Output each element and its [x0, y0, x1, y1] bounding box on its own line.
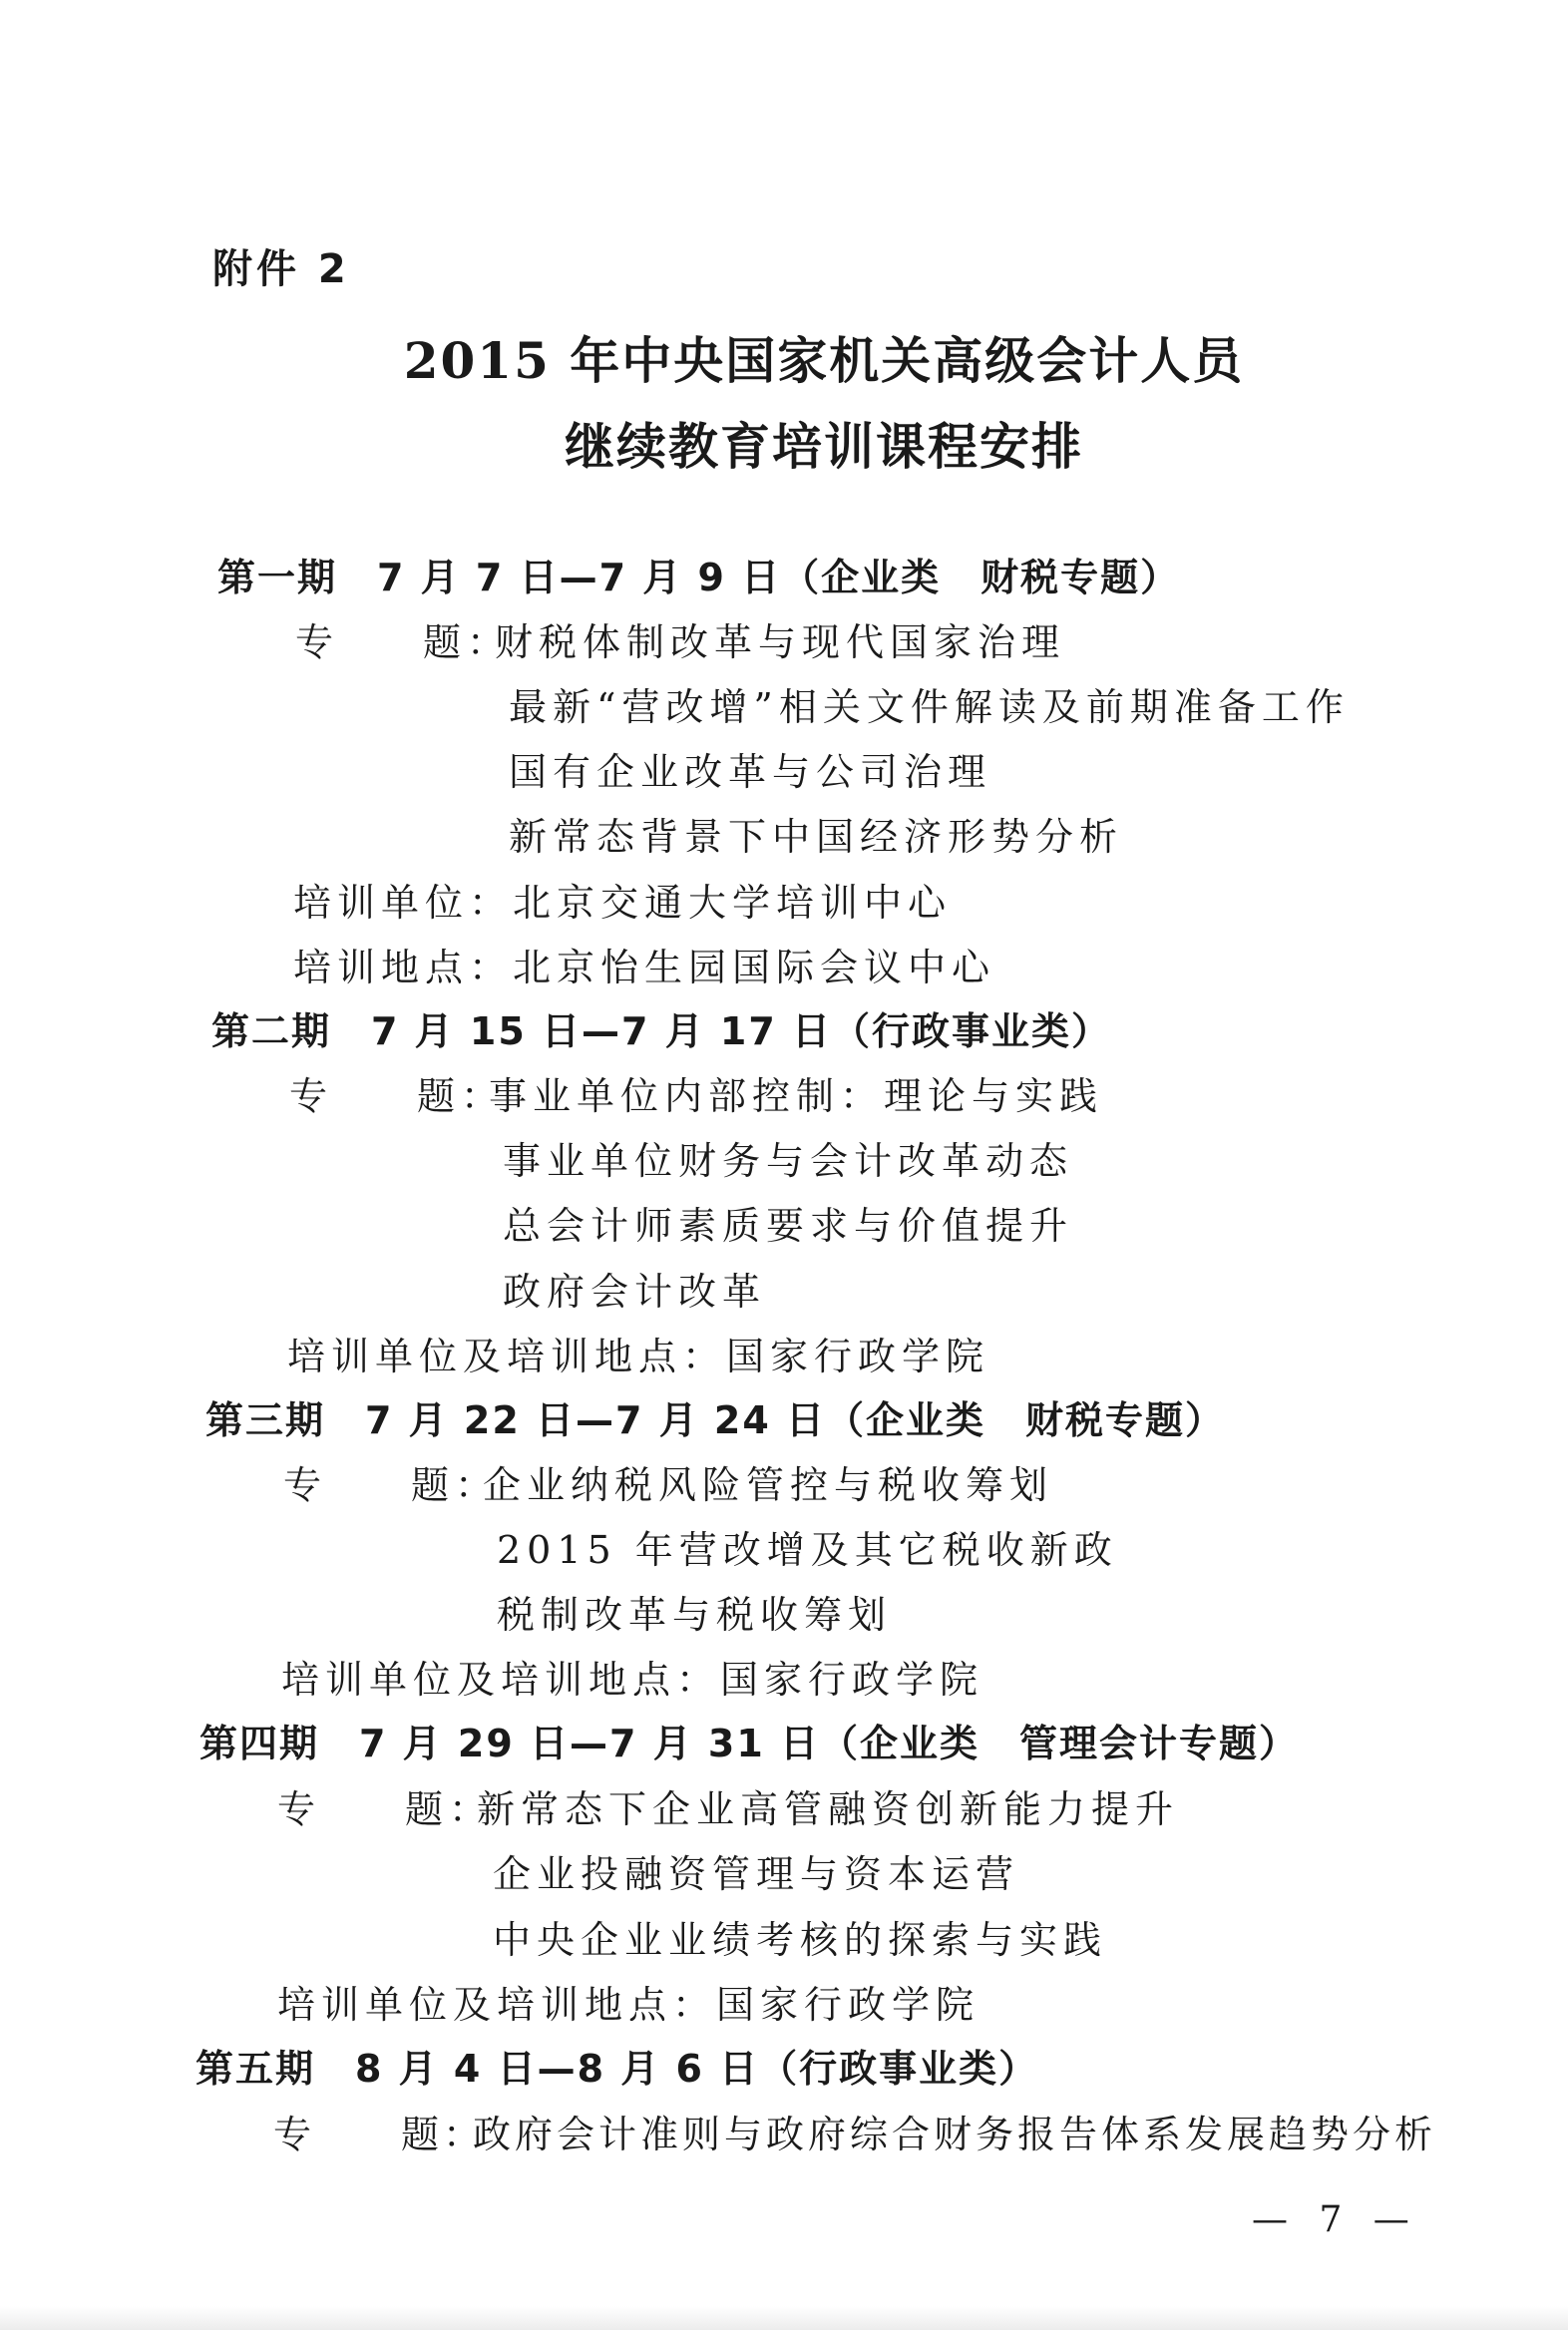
period-2-topic-3: 总会计师素质要求与价值提升 [503, 1204, 1074, 1248]
period-1-location [293, 937, 995, 991]
period-3-topic-1 [283, 1454, 1053, 1509]
period-name: 第二期 [211, 1009, 332, 1053]
topic-text: 事业单位内部控制：理论与实践 [489, 1074, 1104, 1118]
period-1-unit [293, 872, 952, 927]
topic-text: 新常态下企业高管融资创新能力提升 [477, 1787, 1180, 1831]
label-zhuan: 专 [283, 1463, 328, 1507]
label-unit-location: 培训单位及培训地点： [281, 1658, 721, 1702]
period-dates: 7 月 15 日—7 月 17 日（行政事业类） [371, 1009, 1112, 1053]
period-4-topic-2: 企业投融资管理与资本运营 [493, 1852, 1020, 1896]
period-dates: 7 月 22 日—7 月 24 日（企业类 财税专题） [365, 1398, 1226, 1442]
period-1-topic-4: 新常态背景下中国经济形势分析 [509, 815, 1124, 859]
period-4-unit-location [277, 1974, 980, 2029]
label-zhuan: 专 [295, 620, 340, 664]
unit-location-text: 国家行政学院 [716, 1983, 980, 2027]
label-zhuan: 专 [289, 1074, 334, 1118]
label-ti: 题： [401, 2113, 486, 2156]
topic-text: 财税体制改革与现代国家治理 [495, 620, 1066, 664]
period-dates: 7 月 7 日—7 月 9 日（企业类 财税专题） [377, 556, 1181, 599]
unit-location-text: 国家行政学院 [726, 1335, 990, 1378]
period-1-topic-3: 国有企业改革与公司治理 [509, 750, 992, 794]
label-zhuan: 专 [273, 2113, 316, 2156]
period-dates: 7 月 29 日—7 月 31 日（企业类 管理会计专题） [359, 1722, 1300, 1765]
label-ti: 题： [405, 1787, 494, 1831]
period-2-topic-2: 事业单位财务与会计改革动态 [503, 1139, 1074, 1183]
period-4-topic-1 [277, 1778, 1179, 1833]
period-name: 第四期 [199, 1722, 320, 1765]
location-text: 北京怡生园国际会议中心 [513, 946, 996, 989]
period-2-topic-4: 政府会计改革 [503, 1270, 767, 1314]
period-2-heading [211, 1000, 1111, 1055]
topic-text: 政府会计准则与政府综合财务报告体系发展趋势分析 [473, 2113, 1437, 2156]
period-1-topic-1 [295, 611, 1065, 666]
page-number: — 7 — [1252, 2199, 1419, 2240]
attachment-label: 附件 2 [212, 246, 350, 292]
period-4-topic-3: 中央企业业绩考核的探索与实践 [493, 1918, 1108, 1962]
period-4-heading [199, 1713, 1299, 1767]
period-name: 第五期 [196, 2047, 316, 2091]
period-1-heading [217, 547, 1180, 601]
period-2-unit-location [287, 1326, 989, 1380]
period-5-topic-1 [273, 2104, 1436, 2158]
period-3-topic-3: 税制改革与税收筹划 [497, 1593, 893, 1637]
period-3-unit-location [281, 1649, 983, 1704]
period-3-topic-2: 2015 年营改增及其它税收新政 [497, 1528, 1118, 1572]
period-5-heading [196, 2038, 1038, 2093]
scan-edge-shadow [0, 2306, 1568, 2330]
unit-location-text: 国家行政学院 [720, 1658, 984, 1702]
period-name: 第三期 [205, 1398, 326, 1442]
document-title-line-2: 继续教育培训课程安排 [565, 417, 1083, 476]
label-location: 培训地点： [293, 946, 514, 989]
label-ti: 题： [423, 620, 512, 664]
label-unit: 培训单位： [293, 881, 514, 925]
period-name: 第一期 [217, 556, 338, 599]
unit-text: 北京交通大学培训中心 [513, 881, 953, 925]
label-ti: 题： [411, 1463, 500, 1507]
period-1-topic-2: 最新“营改增”相关文件解读及前期准备工作 [509, 685, 1350, 729]
period-3-heading [205, 1389, 1225, 1444]
label-unit-location: 培训单位及培训地点： [277, 1983, 717, 2027]
label-ti: 题： [417, 1074, 506, 1118]
label-zhuan: 专 [277, 1787, 322, 1831]
period-dates: 8 月 4 日—8 月 6 日（行政事业类） [355, 2047, 1039, 2091]
topic-text: 企业纳税风险管控与税收筹划 [483, 1463, 1054, 1507]
period-2-topic-1 [289, 1065, 1103, 1120]
document-title-line-1: 2015 年中央国家机关高级会计人员 [403, 331, 1245, 390]
label-unit-location: 培训单位及培训地点： [287, 1335, 727, 1378]
